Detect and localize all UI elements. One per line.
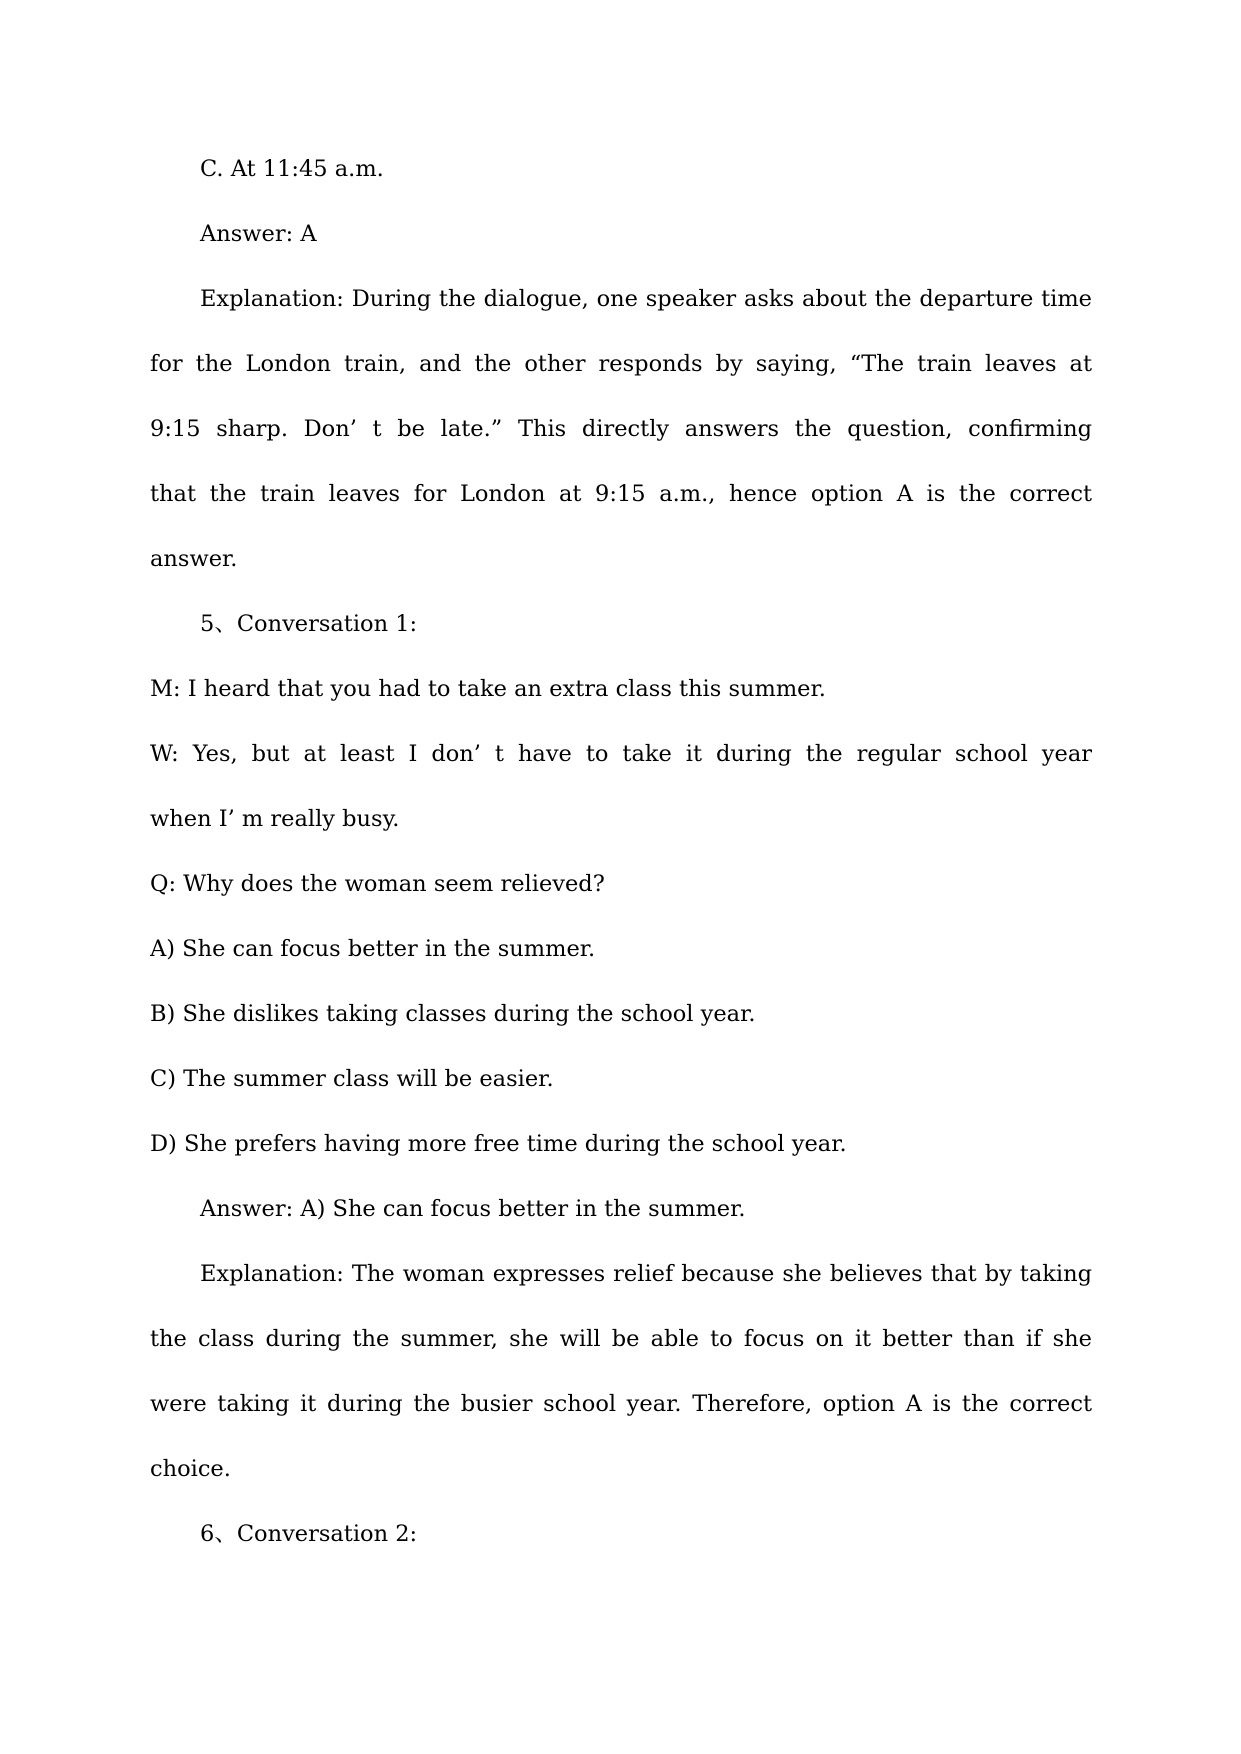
text-line: when I’ m really busy. [150,806,400,832]
document-body [150,137,1092,1567]
text-line: for the London train, and the other responds by saying, “The train leaves at [150,351,1092,377]
text-line: that the train leaves for London at 9:15 a.m., hence option A is the correct [150,481,1092,507]
text-line: Explanation: During the dialogue, one speaker asks about the departure time [200,286,1092,312]
text-line: C) The summer class will be easier. [150,1066,554,1092]
text-line: A) She can focus better in the summer. [150,936,596,962]
text-line: M: I heard that you had to take an extra class this summer. [150,676,826,702]
text-line: Explanation: The woman expresses relief because she believes that by taking [200,1261,1092,1287]
text-line: the class during the summer, she will be able to focus on it better than if she [150,1326,1092,1352]
text-line: B) She dislikes taking classes during the school year. [150,1001,756,1027]
text-line: 9:15 sharp. Don’ t be late.” This directly answers the question, confirming [150,416,1092,442]
text-line: C. At 11:45 a.m. [200,156,384,182]
text-line: 6、Conversation 2: [200,1521,418,1547]
text-line: 5、Conversation 1: [200,611,418,637]
text-line: D) She prefers having more free time during the school year. [150,1131,847,1157]
text-line: answer. [150,546,238,572]
text-line: choice. [150,1456,231,1482]
text-line: Answer: A [200,221,317,247]
text-line: W: Yes, but at least I don’ t have to take it during the regular school year [150,741,1092,767]
text-line: were taking it during the busier school year. Therefore, option A is the correct [150,1391,1092,1417]
text-line: Answer: A) She can focus better in the summer. [200,1196,746,1222]
text-line: Q: Why does the woman seem relieved? [150,871,605,897]
